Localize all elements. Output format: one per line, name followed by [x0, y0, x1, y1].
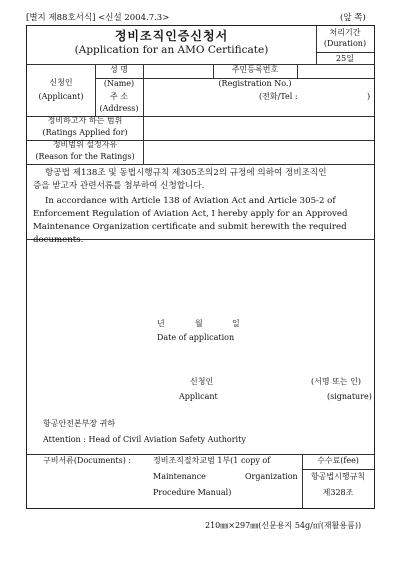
- phone-label-close: ): [367, 92, 371, 101]
- reason-field[interactable]: [143, 141, 374, 163]
- applicant-label-english: (Applicant): [38, 92, 84, 101]
- duration-label-english: (Duration): [323, 39, 367, 48]
- name-field[interactable]: [143, 65, 213, 90]
- statement-english-line-1: In accordance with Article 138 of Aviation Act and Article 305-2 of: [45, 196, 336, 206]
- statement-english-line-4: documents.: [33, 235, 84, 245]
- date-day-label: 일: [232, 319, 240, 328]
- name-label-korean: 성 명: [110, 65, 128, 74]
- page-side-note: (앞 쪽): [340, 13, 366, 23]
- applicant-label-korean: 신청인: [49, 78, 73, 87]
- registration-label-korean: 주민등록번호: [231, 65, 279, 74]
- applicant-sign-label-english: Applicant: [179, 392, 218, 401]
- duration-label-korean: 처리기간: [329, 28, 361, 37]
- form-number: [별지 제88호서식] <신설 2004.7.3>: [26, 13, 170, 23]
- date-of-application-label: Date of application: [157, 333, 235, 342]
- registration-label-english: (Registration No.): [218, 79, 292, 88]
- ratings-label-english: (Ratings Applied for): [42, 128, 128, 137]
- registration-field[interactable]: [297, 65, 374, 77]
- fee-label: 수수료(fee): [317, 456, 359, 465]
- applicant-sign-label-korean: 신청인: [190, 377, 214, 386]
- date-month-label: 월: [195, 319, 203, 328]
- recipient-english: Attention : Head of Civil Aviation Safety Authority: [43, 435, 246, 444]
- documents-line-1: 정비조직절차교범 1부(1 copy of: [153, 456, 271, 465]
- reason-label-english: (Reason for the Ratings): [35, 152, 135, 161]
- form-title-korean: 정비조직인증신청서: [114, 29, 229, 43]
- application-form: [26, 25, 375, 509]
- duration-value: 25일: [336, 54, 354, 63]
- date-year-label: 년: [157, 319, 165, 328]
- documents-line-3: Procedure Manual): [153, 488, 232, 497]
- ratings-field[interactable]: [143, 117, 374, 139]
- documents-line-2a: Maintenance: [153, 472, 206, 481]
- fee-rule-line-2: 제328조: [322, 488, 354, 497]
- address-field[interactable]: [143, 102, 374, 115]
- documents-line-2b: Organization: [245, 472, 298, 481]
- name-label-english: (Name): [103, 79, 135, 88]
- signature-label-english: (signature): [327, 392, 372, 401]
- statement-korean-line-2: 증을 받고자 관련서류를 첨부하여 신청합니다.: [33, 181, 205, 191]
- statement-english-line-3: Maintenance Organization certificate and submit herewith the required: [33, 222, 347, 232]
- signature-label-korean: (서명 또는 인): [311, 377, 361, 386]
- statement-english-line-2: Enforcement Regulation of Aviation Act, I hereby apply for an Approved: [33, 209, 348, 219]
- reason-label-korean: 정비범위 설정자유: [52, 140, 118, 149]
- statement-korean-line-1: 항공법 제138조 및 동법시행규칙 제305조의2의 규정에 의하여 정비조직인: [45, 168, 327, 178]
- address-label-english: (Address): [99, 104, 139, 113]
- documents-label: 구비서류(Documents) :: [43, 456, 132, 465]
- recipient-korean: 항공안전본부장 귀하: [43, 419, 116, 428]
- paper-spec-footer: 210㎜×297㎜(신문용지 54g/㎡(재활용품)): [205, 521, 362, 530]
- phone-label: (전화/Tel :: [259, 92, 298, 101]
- form-title-english: (Application for an AMO Certificate): [74, 44, 269, 56]
- fee-rule-line-1: 항공법시행규칙: [310, 472, 366, 481]
- ratings-label-korean: 정비하고자 하는 범위: [47, 116, 123, 125]
- address-label-korean: 주 소: [110, 92, 128, 101]
